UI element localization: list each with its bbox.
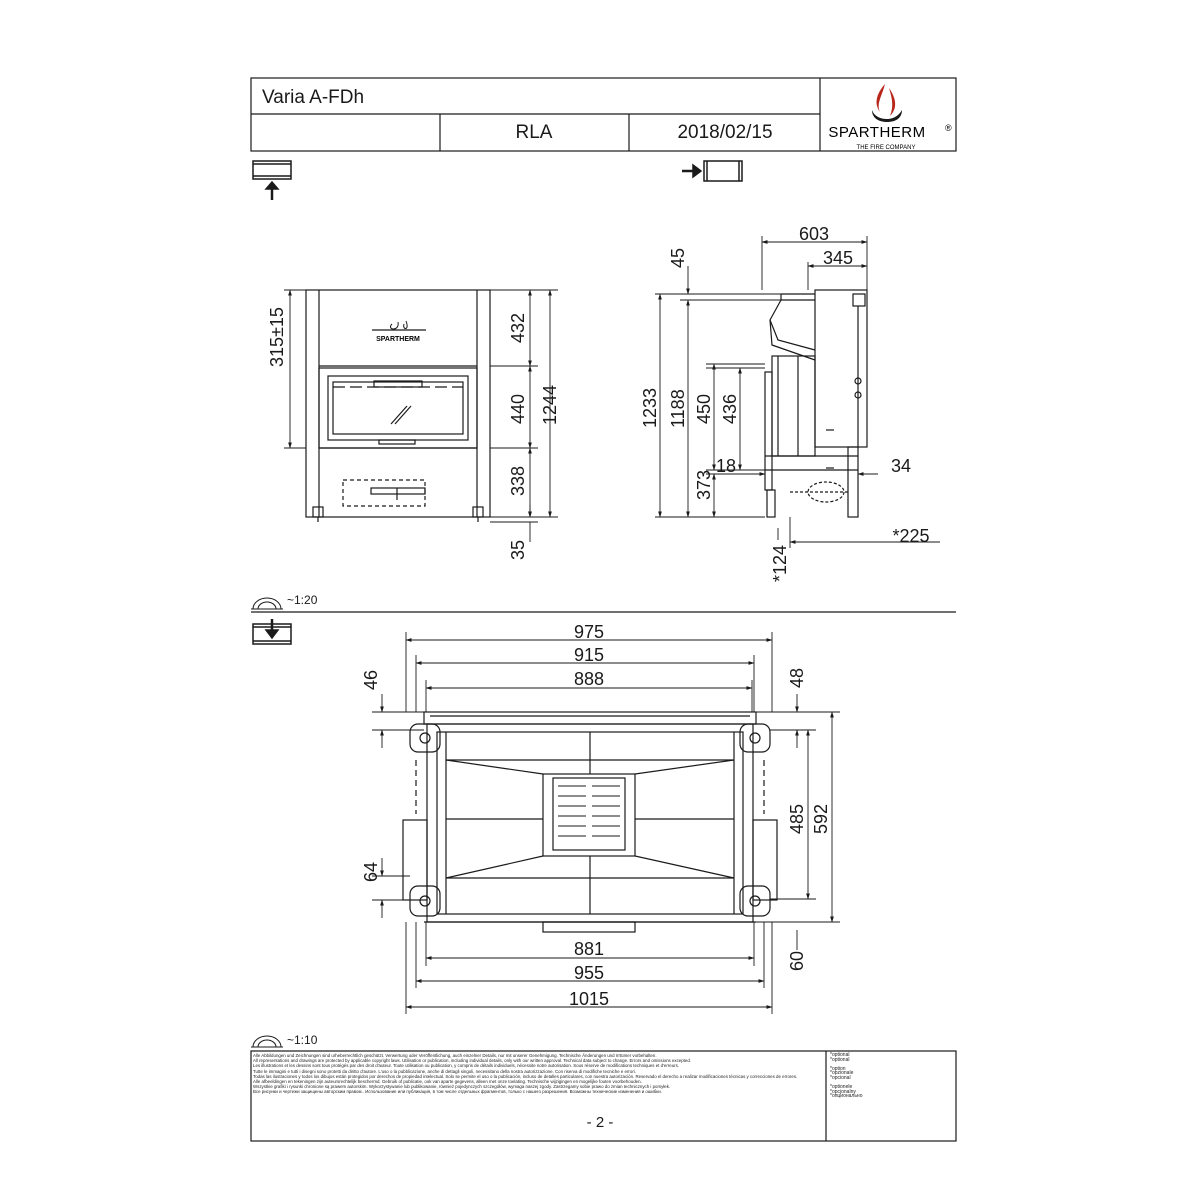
dim-46: 46: [361, 669, 381, 690]
dim-345: 345: [822, 248, 854, 268]
disclaimer-line: All representations and drawings are protected by applicable copyright laws. Utilisation or publication, including individual details, only with our written approval. Technical data subject to change. Errors and omissions excepted.: [253, 1058, 692, 1064]
dim-48: 48: [787, 667, 807, 688]
disclaimer-line: Alle Abbildungen und Zeichnungen sind urheberrechtlich geschützt. Verwertung oder Veröffentlichung, auch einzelner Details, nur mit unserer Genehmigung. Technische Änderungen und Irrtümer vorbehalten.: [253, 1053, 657, 1058]
dim-18: 18: [715, 456, 737, 476]
option-line: *option: [830, 1065, 846, 1072]
side-view-arrow-icon: [682, 161, 742, 181]
dim-915: 915: [573, 645, 605, 665]
option-line: *optional: [830, 1052, 850, 1058]
option-line: *opcjonalny: [830, 1088, 856, 1095]
dim-124: *124: [770, 544, 790, 582]
disclaimer-line: Les illustrations et les dessins sont tous protégés par des droit d'auteur. Toute utilisation ou publication, y compris de détails individuels, nécessite notre autorisation. Sous réserve de modifications techniques et d'erreurs.: [253, 1063, 680, 1069]
dim-881: 881: [573, 939, 605, 959]
scale-label-1: ~1:20: [287, 593, 318, 607]
disclaimer-line: Todas las ilustraciones y todos los dibujos están protegidos por derechos de propiedad intelectual. Solo se permite el uso o la publicación, incluso de detalles particulares, con nuestra autorización. Reservado el derecho a realizar modificaciones técnicas y correcciones de errores.: [253, 1073, 798, 1079]
disclaimer-line: Tutte le immagini e tutti i disegni sono protetti da diritto d'autore. L'uso o la pubblicazione, anche di dettagli singoli, necessitano della nostra autorizzazione. Con riserva di modifiche tecniche e errori.: [253, 1068, 636, 1074]
dim-64: 64: [361, 861, 381, 882]
dim-45: 45: [668, 247, 688, 268]
side-view-drawing: [765, 290, 867, 517]
drawing-date: 2018/02/15: [677, 122, 773, 143]
top-view-drawing: [403, 712, 777, 932]
dim-436: 436: [720, 393, 740, 424]
dim-1244: 1244: [540, 384, 560, 425]
disclaimer-line: Все рисунки и чертежи защищены авторским правом.. Использование или публикация, в том числе отдельных фрагментов, только с нашего разрешения. Возможны технические изменения и ошибки.: [253, 1089, 662, 1095]
dim-34: 34: [890, 456, 912, 476]
dim-975: 975: [573, 622, 605, 642]
dim-1233: 1233: [640, 387, 660, 428]
dim-1188: 1188: [668, 389, 688, 428]
dim-888: 888: [573, 669, 605, 689]
dim-450: 450: [694, 393, 714, 424]
dim-338: 338: [508, 465, 528, 496]
option-line: *opcional: [830, 1074, 851, 1081]
option-line: *opzionale: [830, 1070, 854, 1077]
disclaimer-line: Alle afbeeldingen en tekeningen zijn auteursrechtelijk beschermd. Gebruik of publicatie, ook van aparte gegevens, alleen met onze toelating. Technische wijzigingen en mogelijke fouten voorbehouden.: [253, 1079, 642, 1085]
page-number: - 2 -: [586, 1114, 614, 1131]
option-line: *optionele: [830, 1084, 853, 1091]
drawing-code: RLA: [515, 122, 553, 143]
dim-440: 440: [508, 393, 528, 424]
dim-485: 485: [787, 803, 807, 834]
dim-373: 373: [694, 469, 714, 500]
dim-225: *225: [892, 526, 930, 546]
dim-1015: 1015: [568, 989, 610, 1009]
top-view-dimensions: [372, 632, 840, 1014]
dim-432: 432: [508, 312, 528, 343]
dim-60: 60: [787, 950, 807, 971]
scale-label-2: ~1:10: [287, 1033, 318, 1047]
scale-icon: [251, 1036, 283, 1047]
front-view-drawing: [306, 290, 490, 522]
top-view-arrow-icon: [253, 619, 291, 644]
brand-name: SPARTHERM: [828, 124, 926, 141]
model-name: Varia A-FDh: [262, 87, 365, 108]
dim-592: 592: [811, 803, 831, 834]
stove-logo-text: SPARTHERM: [376, 336, 420, 343]
dim-315: 315±15: [267, 307, 287, 367]
disclaimer-line: Wszystkie grafiki i rysunki chronione są prawem autorskim. Wykorzystywanie lub publikowanie, również pojedynczych szczegółów, wymaga naszej zgody. Zastrzegamy sobie prawo do zmian technicznych i pomyłek.: [253, 1084, 671, 1090]
option-line: *optional: [830, 1056, 850, 1063]
front-view-arrow-icon: [253, 161, 291, 200]
registered-mark: ®: [945, 123, 952, 133]
spartherm-flame-logo: [872, 84, 902, 122]
dim-955: 955: [573, 963, 605, 983]
option-line: *опционально: [830, 1093, 863, 1100]
scale-icon: [251, 598, 283, 609]
dim-603: 603: [798, 224, 830, 244]
dim-35: 35: [508, 539, 528, 560]
brand-tagline: THE FIRE COMPANY: [856, 145, 916, 151]
